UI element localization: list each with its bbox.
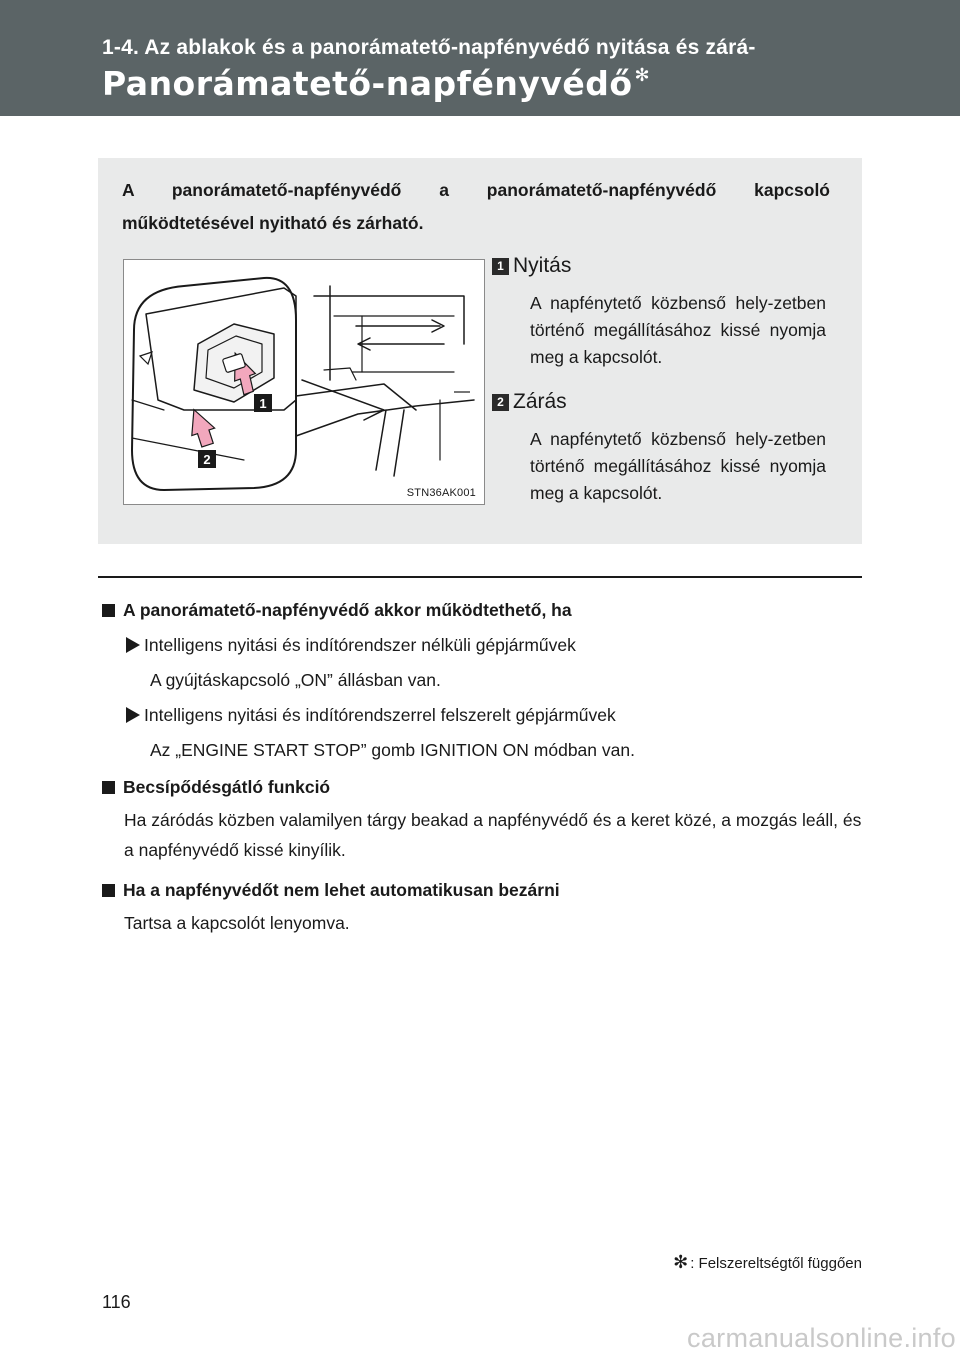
square-bullet-icon [102,884,115,897]
note-title: Ha a napfényvédőt nem lehet automatikusan bezárni [123,880,560,900]
triangle-bullet-icon [126,707,140,723]
section-title: 1-4. Az ablakok és a panorámatető-napfényvédő nyitása és zárá- [102,36,756,59]
step-number-badge: 1 [492,258,509,275]
step-close [492,390,832,507]
note-title: Becsípődésgátló funkció [123,777,331,797]
page-number: 116 [102,1292,131,1312]
intro-text: A panorámatető-napfényvédő a panorámatető-napfényvédő kapcsoló működtetésével nyitható és zárható. [122,180,830,233]
asterisk-icon: ✻ [634,65,651,86]
condition-text: Az „ENGINE START STOP” gomb IGNITION ON módban van. [150,740,635,760]
note-jam-protection [98,775,862,865]
illustration-drawing [124,260,484,504]
page-title-text: Panorámatető-napfényvédő [102,64,633,103]
square-bullet-icon [102,781,115,794]
asterisk-icon: ✻ [673,1252,689,1272]
step-title: Zárás [513,390,567,413]
footnote [673,1252,862,1273]
note-title: A panorámatető-napfényvédő akkor működtethető, ha [123,600,572,620]
note-manual-close [98,878,862,938]
callout-1-label: 1 [259,396,267,411]
callout-2-label: 2 [203,452,211,467]
step-description: A napfénytető közbenső hely-zetben történő megállításához kissé nyomja meg a kapcsolót. [530,429,826,503]
watermark: carmanualsonline.info [687,1323,956,1353]
condition-text: A gyújtáskapcsoló „ON” állásban van. [150,670,441,690]
condition-label: Intelligens nyitási és indítórendszerrel felszerelt gépjárművek [144,705,616,725]
note-operation-conditions [98,598,862,762]
sunshade-switch-illustration [123,259,485,505]
chapter-header [0,0,960,116]
step-title: Nyitás [513,254,572,277]
condition-label: Intelligens nyitási és indítórendszer nélküli gépjárművek [144,635,576,655]
square-bullet-icon [102,604,115,617]
step-description: A napfénytető közbenső hely-zetben történő megállításához kissé nyomja meg a kapcsolót. [530,293,826,367]
note-text: Ha záródás közben valamilyen tárgy beakad a napfényvédő és a keret közé, a mozgás leáll, és a napfényvédő kissé kinyílik. [124,810,862,860]
page-title [102,64,650,103]
notes-section [98,598,862,951]
figure-code: STN36AK001 [406,487,476,499]
note-text: Tartsa a kapcsolót lenyomva. [124,913,350,933]
info-box [98,158,862,544]
triangle-bullet-icon [126,637,140,653]
step-number-badge: 2 [492,394,509,411]
section-divider [98,576,862,578]
footnote-text: : Felszereltségtől függően [690,1255,862,1272]
step-open [492,254,832,371]
